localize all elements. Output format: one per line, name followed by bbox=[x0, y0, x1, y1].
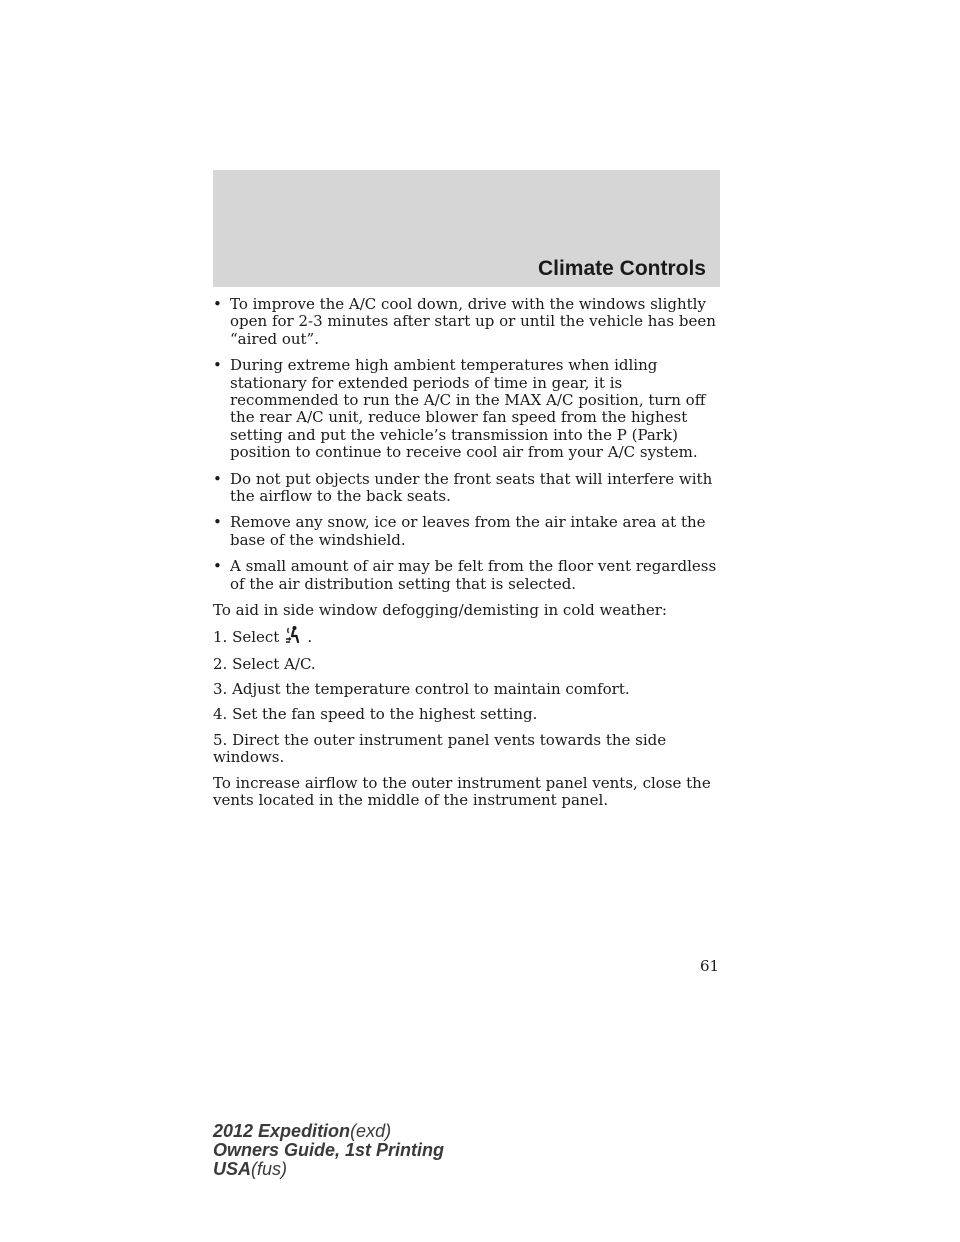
list-item bbox=[213, 357, 723, 461]
footer-market: USA bbox=[213, 1159, 252, 1179]
bullet-icon: • bbox=[213, 513, 222, 532]
list-item bbox=[213, 296, 723, 348]
defog-intro: To aid in side window defogging/demisting in cold weather: bbox=[213, 601, 667, 620]
footer-line-2 bbox=[213, 1141, 444, 1160]
list-item-text: Do not put objects under the front seats that will interfere with the airflow to the back seats. bbox=[230, 469, 713, 506]
tips-list bbox=[213, 296, 723, 593]
step-2: 2. Select A/C. bbox=[213, 654, 316, 673]
list-item-text: During extreme high ambient temperatures when idling stationary for extended periods of time in gear, it is recommended to run the A/C in the MAX A/C position, turn off the rear A/C unit, reduce blower fan speed from the highest setting and put the vehicle’s transmission into the P (Park) position to continue to receive cool air from your A/C system. bbox=[230, 356, 706, 462]
footer-printing: Owners Guide, 1st Printing bbox=[213, 1140, 445, 1160]
footer-model: 2012 Expedition bbox=[213, 1121, 351, 1141]
step-1-text: 1. Select bbox=[213, 627, 280, 646]
step-3: 3. Adjust the temperature control to maintain comfort. bbox=[213, 679, 630, 698]
list-item bbox=[213, 558, 723, 593]
step-1 bbox=[213, 628, 723, 648]
section-header-band bbox=[213, 170, 720, 287]
footer-model-code: (exd) bbox=[350, 1121, 392, 1141]
bullet-icon: • bbox=[213, 557, 222, 576]
floor-defrost-mode-icon bbox=[283, 625, 303, 645]
step-4: 4. Set the fan speed to the highest setting. bbox=[213, 705, 538, 724]
closing-paragraph: To increase airflow to the outer instrument panel vents, close the vents located in the middle of the instrument panel. bbox=[213, 773, 711, 809]
document-footer bbox=[213, 1122, 444, 1179]
bullet-icon: • bbox=[213, 469, 222, 488]
footer-line-1 bbox=[213, 1122, 444, 1141]
step-1-period: . bbox=[307, 627, 313, 646]
bullet-icon: • bbox=[213, 295, 222, 313]
list-item-text: A small amount of air may be felt from the floor vent regardless of the air distribution setting that is selected. bbox=[230, 557, 717, 593]
footer-line-3 bbox=[213, 1160, 444, 1179]
section-title: Climate Controls bbox=[537, 257, 706, 280]
list-item-text: To improve the A/C cool down, drive with the windows slightly open for 2-3 minutes after start up or until the vehicle has been “aired out”. bbox=[230, 295, 716, 348]
list-item bbox=[213, 514, 723, 549]
footer-market-code: (fus) bbox=[251, 1159, 288, 1179]
step-5: 5. Direct the outer instrument panel vents towards the side windows. bbox=[213, 730, 667, 767]
list-item bbox=[213, 471, 723, 506]
bullet-icon: • bbox=[213, 356, 222, 375]
main-content bbox=[213, 296, 723, 817]
list-item-text: Remove any snow, ice or leaves from the air intake area at the base of the windshield. bbox=[230, 513, 706, 549]
page-number: 61 bbox=[700, 957, 720, 975]
